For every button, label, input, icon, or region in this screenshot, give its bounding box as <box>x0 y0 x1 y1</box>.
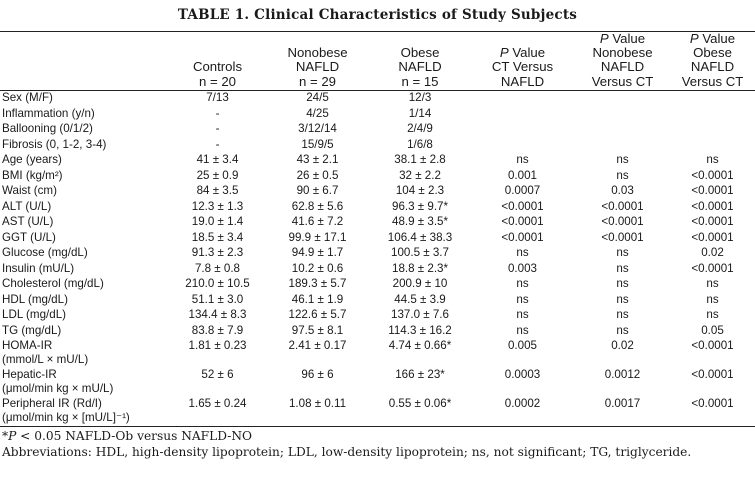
header-p-ct-vs-nafld <box>470 31 575 90</box>
cell-p-obese-vs-ct <box>670 90 755 106</box>
row-label: LDL (mg/dL) <box>2 308 67 321</box>
header-nonobese-name: Nonobese NAFLD <box>287 45 348 75</box>
row-label: Cholesterol (mg/dL) <box>2 277 104 290</box>
cell-p-ct-vs-nafld: ns <box>516 277 529 290</box>
cell-nonobese-nafld: 41.6 ± 7.2 <box>291 215 344 228</box>
cell-p-ct-vs-nafld <box>470 90 575 106</box>
header-rule <box>0 90 755 91</box>
table-row <box>0 292 755 308</box>
cell-p-obese-vs-ct: <0.0001 <box>691 199 734 213</box>
cell-nonobese-nafld: 10.2 ± 0.6 <box>291 261 344 275</box>
header-p-nonobese-vs-ct-value: Value <box>608 30 646 46</box>
table-row <box>0 183 755 199</box>
cell-p-nonobese-vs-ct <box>575 106 670 122</box>
cell-p-nonobese-vs-ct: ns <box>616 323 629 337</box>
header-p-obese-vs-ct-value: Value <box>698 30 736 46</box>
cell-p-obese-vs-ct: <0.0001 <box>691 261 734 275</box>
header-p-obese-vs-ct-p: P <box>689 30 699 46</box>
cell-nonobese-nafld: 26 ± 0.5 <box>296 168 339 182</box>
table-row <box>0 276 755 292</box>
row-label: Glucose (mg/dL) <box>2 246 88 259</box>
cell-obese-nafld: 96.3 ± 9.7* <box>392 199 448 213</box>
cell-p-nonobese-vs-ct: ns <box>616 261 629 275</box>
cell-p-ct-vs-nafld: 0.003 <box>507 261 537 275</box>
cell-nonobese-nafld: 189.3 ± 5.7 <box>288 277 347 290</box>
cell-obese-nafld: 114.3 ± 16.2 <box>388 323 452 337</box>
cell-controls: 52 ± 6 <box>201 368 234 381</box>
table-row <box>0 90 755 106</box>
header-p-obese-vs-ct-desc: Obese NAFLD Versus CT <box>681 45 744 89</box>
header-obese-name: Obese NAFLD <box>398 45 442 75</box>
cell-p-obese-vs-ct: <0.0001 <box>691 215 734 228</box>
cell-p-nonobese-vs-ct: <0.0001 <box>601 215 644 228</box>
cell-controls: 84 ± 3.5 <box>196 184 239 197</box>
cell-p-ct-vs-nafld: 0.0007 <box>504 184 541 197</box>
cell-p-ct-vs-nafld: ns <box>516 246 529 259</box>
row-label: Sex (M/F) <box>2 91 53 104</box>
cell-p-obese-vs-ct <box>670 137 755 153</box>
header-p-ct-vs-nafld-desc: CT Versus NAFLD <box>491 59 554 89</box>
cell-nonobese-nafld: 15/9/5 <box>301 137 334 151</box>
cell-p-ct-vs-nafld: <0.0001 <box>501 199 544 213</box>
table-row <box>0 168 755 184</box>
header-p-nonobese-vs-ct-p: P <box>599 30 609 46</box>
cell-controls: - <box>215 106 220 120</box>
cell-controls: 18.5 ± 3.4 <box>191 230 244 244</box>
header-p-ct-vs-nafld-p: P <box>499 45 509 61</box>
cell-controls: 7/13 <box>206 91 229 104</box>
cell-controls: - <box>215 137 220 151</box>
table-row <box>0 137 755 153</box>
cell-obese-nafld: 1/6/8 <box>407 137 433 151</box>
table-row <box>0 396 755 425</box>
cell-p-nonobese-vs-ct <box>575 137 670 153</box>
header-p-ct-vs-nafld-value: Value <box>508 45 546 61</box>
cell-p-ct-vs-nafld: <0.0001 <box>501 215 544 228</box>
row-label: Inflammation (y/n) <box>2 106 95 120</box>
cell-p-ct-vs-nafld: ns <box>516 153 529 166</box>
cell-controls: 7.8 ± 0.8 <box>194 261 241 275</box>
row-label: HOMA-IR (mmol/L × mU/L) <box>2 339 89 366</box>
cell-controls: 19.0 ± 1.4 <box>191 215 244 228</box>
header-controls <box>170 31 265 90</box>
row-label: ALT (U/L) <box>2 199 52 213</box>
cell-p-ct-vs-nafld <box>470 137 575 153</box>
cell-controls: 1.65 ± 0.24 <box>188 397 247 410</box>
cell-obese-nafld: 104 ± 2.3 <box>395 184 445 197</box>
cell-p-obese-vs-ct: ns <box>706 277 719 290</box>
row-label: Insulin (mU/L) <box>2 261 75 275</box>
table-row <box>0 199 755 215</box>
cell-nonobese-nafld: 99.9 ± 17.1 <box>288 230 347 244</box>
cell-obese-nafld: 4.74 ± 0.66* <box>388 339 452 352</box>
cell-nonobese-nafld: 90 ± 6.7 <box>296 184 339 197</box>
cell-p-ct-vs-nafld: <0.0001 <box>501 230 544 244</box>
header-controls-n: n = 20 <box>198 73 237 89</box>
cell-p-nonobese-vs-ct: ns <box>616 153 629 166</box>
cell-nonobese-nafld: 97.5 ± 8.1 <box>291 323 344 337</box>
cell-obese-nafld: 12/3 <box>408 91 432 104</box>
footnote-star-symbol: * <box>2 429 9 443</box>
cell-nonobese-nafld: 2.41 ± 0.17 <box>288 339 347 352</box>
header-p-obese-vs-ct <box>670 31 755 90</box>
row-label: Age (years) <box>2 153 62 166</box>
cell-nonobese-nafld: 96 ± 6 <box>301 368 334 381</box>
cell-obese-nafld: 166 ± 23* <box>395 368 445 381</box>
cell-p-ct-vs-nafld: 0.0003 <box>504 368 541 381</box>
cell-p-nonobese-vs-ct: ns <box>616 277 629 290</box>
table-row <box>0 261 755 277</box>
row-label: Peripheral IR (Rd/I) (μmol/min kg × [mU/L]⁻¹) <box>2 397 130 424</box>
cell-obese-nafld: 18.8 ± 2.3* <box>392 261 448 275</box>
cell-obese-nafld: 44.5 ± 3.9 <box>394 292 446 306</box>
cell-p-obese-vs-ct: ns <box>706 292 719 306</box>
table-title: TABLE 1. Clinical Characteristics of Study Subjects <box>177 7 578 23</box>
cell-p-obese-vs-ct: ns <box>706 308 719 321</box>
cell-nonobese-nafld: 24/5 <box>306 91 329 104</box>
header-nonobese-nafld <box>265 31 370 90</box>
cell-obese-nafld: 38.1 ± 2.8 <box>394 153 446 166</box>
cell-p-nonobese-vs-ct: 0.03 <box>611 184 634 197</box>
footnote-abbreviations: Abbreviations: HDL, high-density lipoprotein; LDL, low-density lipoprotein; ns, not significant; TG, triglyceride. <box>2 445 692 459</box>
table-row <box>0 230 755 246</box>
cell-p-obese-vs-ct: ns <box>706 153 719 166</box>
row-label: Ballooning (0/1/2) <box>2 122 93 135</box>
cell-nonobese-nafld: 62.8 ± 5.6 <box>291 199 344 213</box>
cell-p-nonobese-vs-ct: ns <box>616 308 629 321</box>
table-row <box>0 323 755 339</box>
cell-p-nonobese-vs-ct: 0.02 <box>611 339 634 352</box>
footnote-star-text: < 0.05 NAFLD-Ob versus NAFLD-NO <box>16 429 253 443</box>
cell-controls: - <box>215 122 220 135</box>
row-label: HDL (mg/dL) <box>2 292 68 306</box>
row-label: Waist (cm) <box>2 184 57 197</box>
table-body <box>0 90 755 425</box>
table-row <box>0 152 755 168</box>
cell-p-ct-vs-nafld: ns <box>516 308 529 321</box>
cell-obese-nafld: 106.4 ± 38.3 <box>387 230 453 244</box>
header-variable <box>0 31 170 90</box>
cell-p-obese-vs-ct: <0.0001 <box>691 339 734 352</box>
header-nonobese-n: n = 29 <box>298 73 337 89</box>
table-row <box>0 338 755 367</box>
cell-controls: 25 ± 0.9 <box>196 168 239 182</box>
cell-p-obese-vs-ct: 0.02 <box>701 246 724 259</box>
footnote-significance <box>2 429 252 443</box>
row-label: AST (U/L) <box>2 215 54 228</box>
cell-p-nonobese-vs-ct <box>575 121 670 137</box>
cell-controls: 41 ± 3.4 <box>196 153 239 166</box>
cell-controls: 91.3 ± 2.3 <box>191 246 244 259</box>
cell-p-ct-vs-nafld <box>470 106 575 122</box>
cell-controls: 134.4 ± 8.3 <box>188 308 247 321</box>
cell-p-nonobese-vs-ct: 0.0017 <box>604 397 641 410</box>
header-controls-name: Controls <box>192 59 243 75</box>
cell-p-obese-vs-ct: <0.0001 <box>691 184 734 197</box>
header-p-nonobese-vs-ct-desc: Nonobese NAFLD Versus CT <box>591 45 654 89</box>
table-row <box>0 245 755 261</box>
row-label: TG (mg/dL) <box>2 323 62 337</box>
table-row <box>0 307 755 323</box>
row-label: Fibrosis (0, 1-2, 3-4) <box>2 137 107 151</box>
bottom-rule <box>0 426 755 427</box>
cell-obese-nafld: 32 ± 2.2 <box>399 168 441 182</box>
cell-controls: 83.8 ± 7.9 <box>191 323 244 337</box>
cell-p-nonobese-vs-ct: ns <box>616 246 629 259</box>
cell-controls: 1.81 ± 0.23 <box>188 339 247 352</box>
row-label: GGT (U/L) <box>2 230 56 244</box>
cell-obese-nafld: 0.55 ± 0.06* <box>388 397 452 410</box>
cell-p-nonobese-vs-ct: <0.0001 <box>601 199 644 213</box>
cell-nonobese-nafld: 46.1 ± 1.9 <box>291 292 344 306</box>
cell-p-obese-vs-ct: <0.0001 <box>691 230 734 244</box>
cell-obese-nafld: 100.5 ± 3.7 <box>391 246 449 259</box>
cell-p-obese-vs-ct: 0.05 <box>701 323 724 337</box>
header-obese-n: n = 15 <box>401 73 439 89</box>
cell-p-nonobese-vs-ct: ns <box>616 168 629 182</box>
cell-p-nonobese-vs-ct: <0.0001 <box>601 230 644 244</box>
cell-controls: 12.3 ± 1.3 <box>191 199 244 213</box>
table-row <box>0 214 755 230</box>
cell-p-ct-vs-nafld: 0.001 <box>507 168 537 182</box>
cell-obese-nafld: 137.0 ± 7.6 <box>391 308 449 321</box>
cell-controls: 210.0 ± 10.5 <box>185 277 250 290</box>
cell-controls: 51.1 ± 3.0 <box>191 292 244 306</box>
table-row <box>0 106 755 122</box>
cell-p-nonobese-vs-ct <box>575 90 670 106</box>
cell-nonobese-nafld: 1.08 ± 0.11 <box>288 397 347 410</box>
cell-p-ct-vs-nafld: ns <box>516 292 529 306</box>
header-obese-nafld <box>370 31 470 90</box>
cell-nonobese-nafld: 4/25 <box>306 106 329 120</box>
cell-nonobese-nafld: 94.9 ± 1.7 <box>291 246 344 259</box>
cell-p-nonobese-vs-ct: 0.0012 <box>604 368 641 381</box>
cell-p-ct-vs-nafld <box>470 121 575 137</box>
table-row <box>0 121 755 137</box>
cell-p-obese-vs-ct: <0.0001 <box>691 397 734 410</box>
cell-obese-nafld: 48.9 ± 3.5* <box>392 215 448 228</box>
row-label: BMI (kg/m²) <box>2 168 63 182</box>
cell-nonobese-nafld: 122.6 ± 5.7 <box>288 308 347 321</box>
footnote-p-symbol: P <box>8 429 17 443</box>
header-row <box>0 31 755 90</box>
cell-obese-nafld: 200.9 ± 10 <box>392 277 448 290</box>
table-row <box>0 367 755 396</box>
cell-p-obese-vs-ct <box>670 106 755 122</box>
cell-p-nonobese-vs-ct: ns <box>616 292 629 306</box>
cell-obese-nafld: 2/4/9 <box>407 122 433 135</box>
cell-nonobese-nafld: 3/12/14 <box>298 122 337 135</box>
cell-p-obese-vs-ct: <0.0001 <box>691 368 734 381</box>
header-p-nonobese-vs-ct <box>575 31 670 90</box>
cell-p-ct-vs-nafld: 0.0002 <box>504 397 541 410</box>
cell-obese-nafld: 1/14 <box>408 106 432 120</box>
row-label: Hepatic-IR (μmol/min kg × mU/L) <box>2 368 114 395</box>
cell-p-obese-vs-ct <box>670 121 755 137</box>
cell-nonobese-nafld: 43 ± 2.1 <box>296 153 339 166</box>
cell-p-ct-vs-nafld: ns <box>516 323 529 337</box>
cell-p-obese-vs-ct: <0.0001 <box>691 168 734 182</box>
cell-p-ct-vs-nafld: 0.005 <box>507 339 537 352</box>
